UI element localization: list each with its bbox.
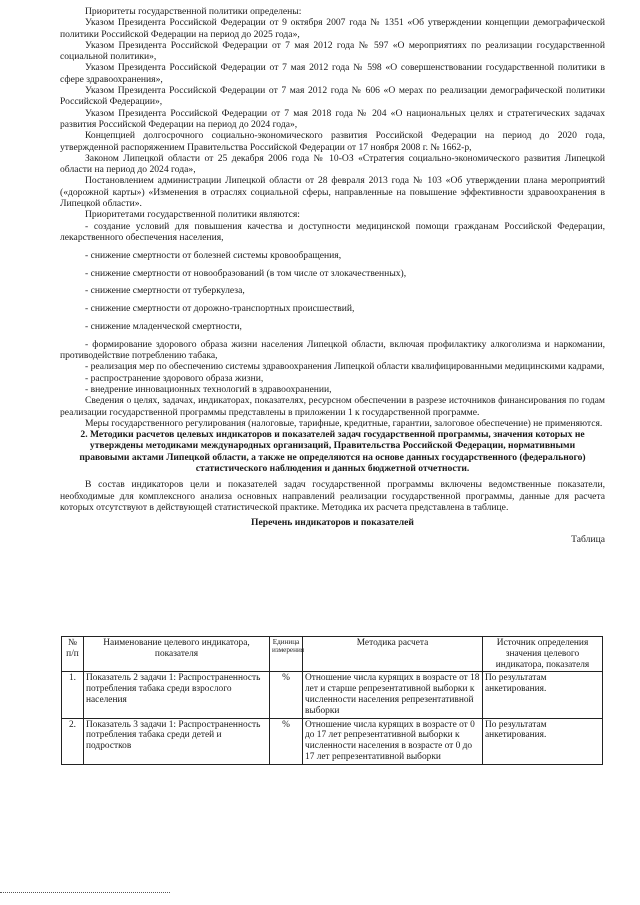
cell-method: Отношение числа курящих в возрасте от 18 лет и старше репрезентативной выборки к численности населения репрезентативной выборки: [303, 672, 483, 718]
paragraph: Меры государственного регулирования (налоговые, тарифные, кредитные, гарантии, залоговое обеспечение) не применяются.: [85, 417, 603, 429]
table-header-row: [62, 637, 603, 672]
cell-unit: %: [270, 672, 303, 718]
table-caption: Таблица: [571, 534, 605, 546]
cell-name: Показатель 2 задачи 1: Распространенность потребления табака среди взрослого населения: [84, 672, 270, 718]
cell-num: 1.: [62, 672, 84, 718]
paragraph: Приоритетами государственной политики являются:: [85, 209, 300, 221]
paragraph: Приоритеты государственной политики определены:: [85, 6, 302, 17]
paragraph: Законом Липецкой области от 25 декабря 2006 года № 10-ОЗ «Стратегия социально-экономического развития Липецкой области на период до 2024 года»,: [60, 152, 605, 176]
paragraph: Указом Президента Российской Федерации от 7 мая 2012 года № 598 «О совершенствовании государственной политики в сфере здравоохранения»,: [60, 62, 605, 85]
paragraph: Указом Президента Российской Федерации от 9 октября 2007 года № 1351 «Об утверждении концепции демографической политики Российской Федерации на период до 2025 года»,: [60, 17, 605, 40]
header-num: № п/п: [62, 637, 84, 672]
list-item: - распространение здорового образа жизни,: [85, 372, 264, 384]
paragraph: Постановлением администрации Липецкой области от 28 февраля 2013 года № 103 «Об утверждении плана мероприятий («дорожной карты») «Изменения в отраслях социальной сферы, направленные на повышение эффективности здравоохранения в Липецкой области».: [60, 175, 605, 210]
section-heading: 2. Методики расчетов целевых индикаторов и показателей задач государственной программы, значения которых не утверждены методиками международных организаций, Правительства Российской Федерации, нормативными правовыми актами Липецкой области, а также не определяются на основе данных государственного (федерального) статистического наблюдения и данных бюджетной отчетности.: [79, 429, 586, 474]
list-item: - снижение младенческой смертности,: [85, 320, 242, 332]
table-title: Перечень индикаторов и показателей: [251, 517, 414, 529]
footer-divider: [0, 892, 170, 893]
table-row: [62, 672, 603, 718]
list-item: - снижение смертности от новообразований (в том числе от злокачественных),: [85, 267, 407, 279]
table-row: [62, 718, 603, 764]
paragraph: В состав индикаторов цели и показателей задач государственной программы включены ведомственные показатели, необходимые для комплексного анализа основных направлений реализации государственной программы, данные для расчета которых отсутствуют в действующей статистической практике. Методика их расчета представлена в таблице.: [60, 479, 605, 513]
paragraph: Указом Президента Российской Федерации от 7 мая 2012 года № 606 «О мерах по реализации демографической политики Российской Федерации»,: [60, 85, 605, 108]
cell-name: Показатель 3 задачи 1: Распространенность потребления табака среди детей и подростков: [84, 718, 270, 764]
header-unit: Единица измерения: [270, 637, 303, 672]
list-item: - формирование здорового образа жизни населения Липецкой области, включая профилактику алкоголизма и наркомании, противодействие потреблению табака,: [60, 338, 605, 362]
paragraph: Указом Президента Российской Федерации от 7 мая 2012 года № 597 «О мероприятиях по реализации государственной социальной политики»,: [60, 39, 605, 63]
list-item: - реализация мер по обеспечению системы здравоохранения Липецкой области квалифицированными медицинскими кадрами,: [85, 361, 605, 373]
cell-unit: %: [270, 718, 303, 764]
cell-source: По результатам анкетирования.: [483, 672, 603, 718]
paragraph: Сведения о целях, задачах, индикаторах, показателях, ресурсном обеспечении в разрезе источников финансирования по годам реализации государственной программы представлены в приложении 1 к государственной программе.: [60, 395, 605, 418]
list-item: - снижение смертности от туберкулеза,: [85, 285, 245, 297]
list-item: - внедрение инновационных технологий в здравоохранении,: [85, 383, 332, 395]
paragraph: Концепцией долгосрочного социально-экономического развития Российской Федерации на период до 2020 года, утвержденной распоряжением Правительства Российской Федерации от 17 ноября 2008 г. № 1662-р,: [60, 130, 605, 153]
header-source: Источник определения значения целевого индикатора, показателя: [483, 637, 603, 672]
cell-source: По результатам анкетирования.: [483, 718, 603, 764]
list-item: - снижение смертности от болезней системы кровообращения,: [85, 249, 342, 261]
header-name: Наименование целевого индикатора, показателя: [84, 637, 270, 672]
cell-num: 2.: [62, 718, 84, 764]
header-method: Методика расчета: [303, 637, 483, 672]
document-body: [60, 6, 605, 546]
cell-method: Отношение числа курящих в возрасте от 0 до 17 лет репрезентативной выборки к численности населения в возрасте от 0 до 17 лет репрезентативной выборки: [303, 718, 483, 764]
indicators-table: [61, 636, 603, 765]
list-item: - создание условий для повышения качества и доступности медицинской помощи гражданам Российской Федерации, лекарственного обеспечения населения,: [60, 220, 605, 243]
list-item: - снижение смертности от дорожно-транспортных происшествий,: [85, 303, 355, 315]
paragraph: Указом Президента Российской Федерации от 7 мая 2018 года № 204 «О национальных целях и стратегических задачах развития Российской Федерации на период до 2024 года»,: [60, 107, 605, 130]
